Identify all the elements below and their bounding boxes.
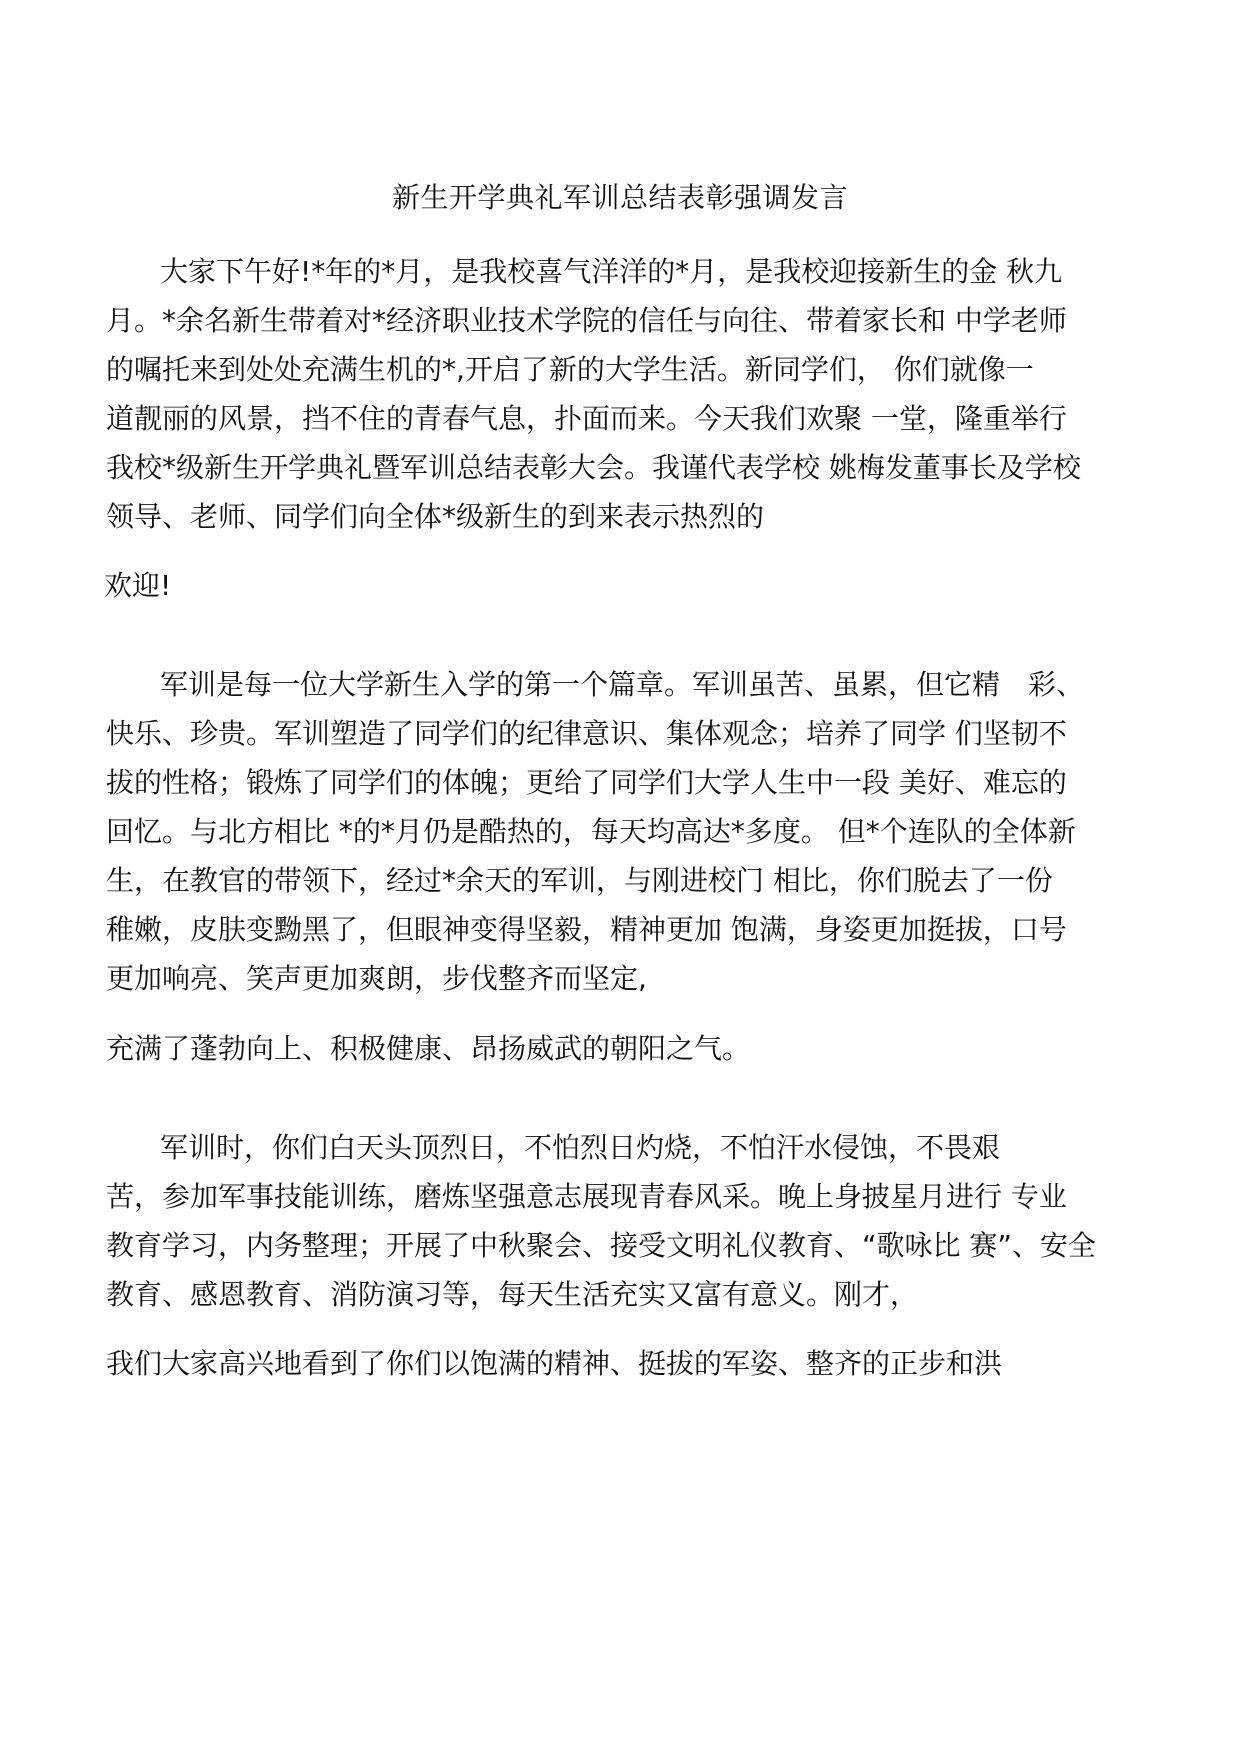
paragraph-3-line-2: 苦，参加军事技能训练，磨炼坚强意志展现青春风采。晚上身披星月进行 专业: [106, 1180, 1067, 1213]
paragraph-2-line-2: 快乐、珍贵。军训塑造了同学们的纪律意识、集体观念；培养了同学 们坚韧不: [106, 717, 1067, 750]
paragraph-3-line-5: 我们大家高兴地看到了你们以饱满的精神、挺拔的军姿、整齐的正步和洪: [106, 1347, 1003, 1380]
paragraph-2-line-6: 稚嫩，皮肤变黝黑了，但眼神变得坚毅，精神更加 饱满，身姿更加挺拔，口号: [106, 913, 1067, 946]
paragraph-2-line-8: 充满了蓬勃向上、积极健康、昂扬威武的朝阳之气。: [106, 1032, 751, 1065]
paragraph-1-line-1: 大家下午好!*年的*月，是我校喜气洋洋的*月，是我校迎接新生的金 秋九: [160, 255, 1063, 288]
paragraph-1-line-2: 月。*余名新生带着对*经济职业技术学院的信任与向往、带着家长和 中学老师: [106, 304, 1067, 337]
document-title: 新生开学典礼军训总结表彰强调发言: [391, 181, 848, 214]
paragraph-2-line-7: 更加响亮、笑声更加爽朗，步伐整齐而坚定,: [106, 962, 647, 995]
paragraph-2-line-5: 生，在教官的带领下，经过*余天的军训，与刚进校门 相比，你们脱去了一份: [106, 864, 1053, 897]
paragraph-3-line-1: 军训时，你们白天头顶烈日，不怕烈日灼烧，不怕汗水侵蚀，不畏艰: [160, 1131, 1001, 1164]
paragraph-2-line-1: 军训是每一位大学新生入学的第一个篇章。军训虽苦、虽累，但它精 彩、: [160, 668, 1085, 701]
paragraph-2-line-3: 拔的性格；锻炼了同学们的体魄；更给了同学们大学人生中一段 美好、难忘的: [106, 766, 1067, 799]
paragraph-3-line-4: 教育、感恩教育、消防演习等，每天生活充实又富有意义。刚才，: [106, 1278, 919, 1311]
paragraph-1-line-6: 领导、老师、同学们向全体*级新生的到来表示热烈的: [106, 500, 765, 533]
paragraph-1-line-7: 欢迎!: [104, 569, 172, 602]
paragraph-3-line-3: 教育学习，内务整理；开展了中秋聚会、接受文明礼仪教育、“歌咏比 赛”、安全: [106, 1229, 1096, 1262]
paragraph-1-line-3: 的嘱托来到处处充满生机的*,开启了新的大学生活。新同学们， 你们就像一: [106, 353, 1034, 386]
paragraph-1-line-4: 道靓丽的风景，挡不住的青春气息，扑面而来。今天我们欢聚 一堂，隆重举行: [106, 402, 1067, 435]
paragraph-1-line-5: 我校*级新生开学典礼暨军训总结表彰大会。我谨代表学校 姚梅发董事长及学校: [106, 451, 1081, 484]
paragraph-2-line-4: 回忆。与北方相比 *的*月仍是酷热的，每天均高达*多度。 但*个连队的全体新: [106, 815, 1076, 848]
